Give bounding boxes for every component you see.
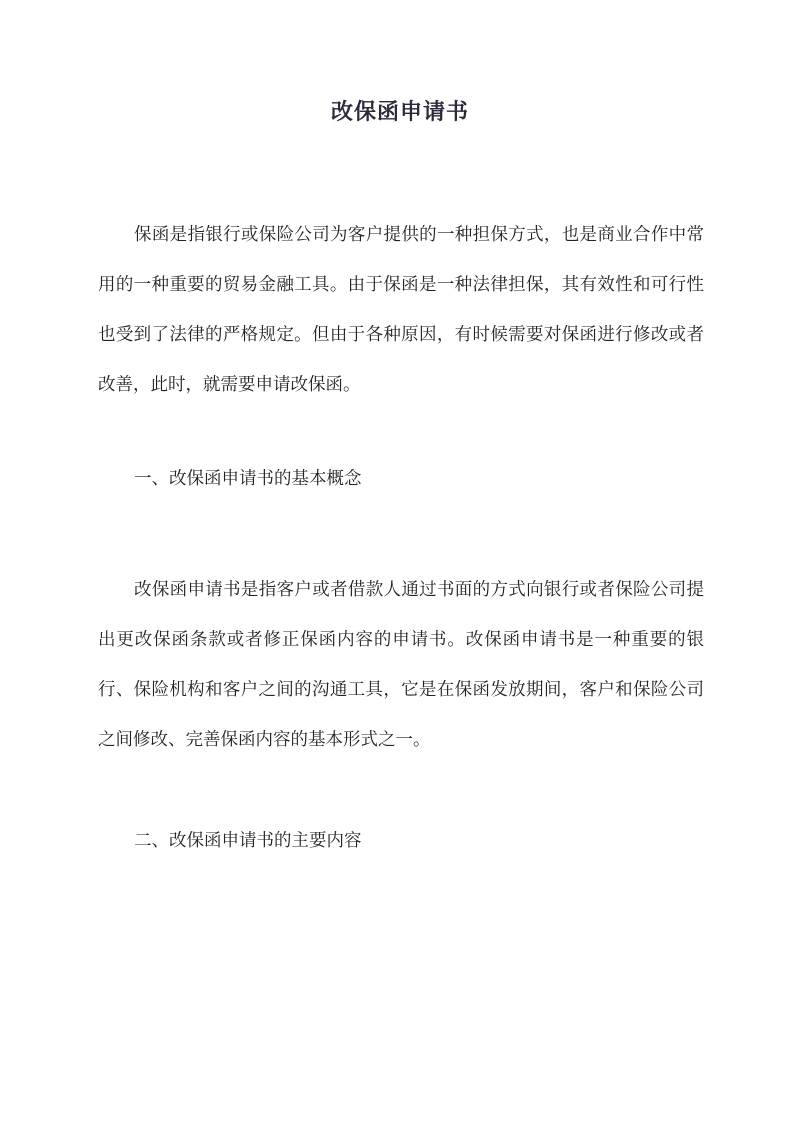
- section-1-paragraph: 改保函申请书是指客户或者借款人通过书面的方式向银行或者保险公司提出更改保函条款或者修正保函内容的申请书。改保函申请书是一种重要的银行、保险机构和客户之间的沟通工具，它是在保函发放期间，客户和保险公司之间修改、完善保函内容的基本形式之一。: [98, 580, 704, 750]
- intro-paragraph: 保函是指银行或保险公司为客户提供的一种担保方式，也是商业合作中常用的一种重要的贸易金融工具。由于保函是一种法律担保，其有效性和可行性也受到了法律的严格规定。但由于各种原因，有时候需要对保函进行修改或者改善，此时，就需要申请改保函。: [98, 225, 704, 395]
- document-title: 改保函申请书: [330, 99, 469, 125]
- section-heading-1: 一、改保函申请书的基本概念: [134, 469, 362, 489]
- section-heading-2: 二、改保函申请书的主要内容: [134, 831, 362, 851]
